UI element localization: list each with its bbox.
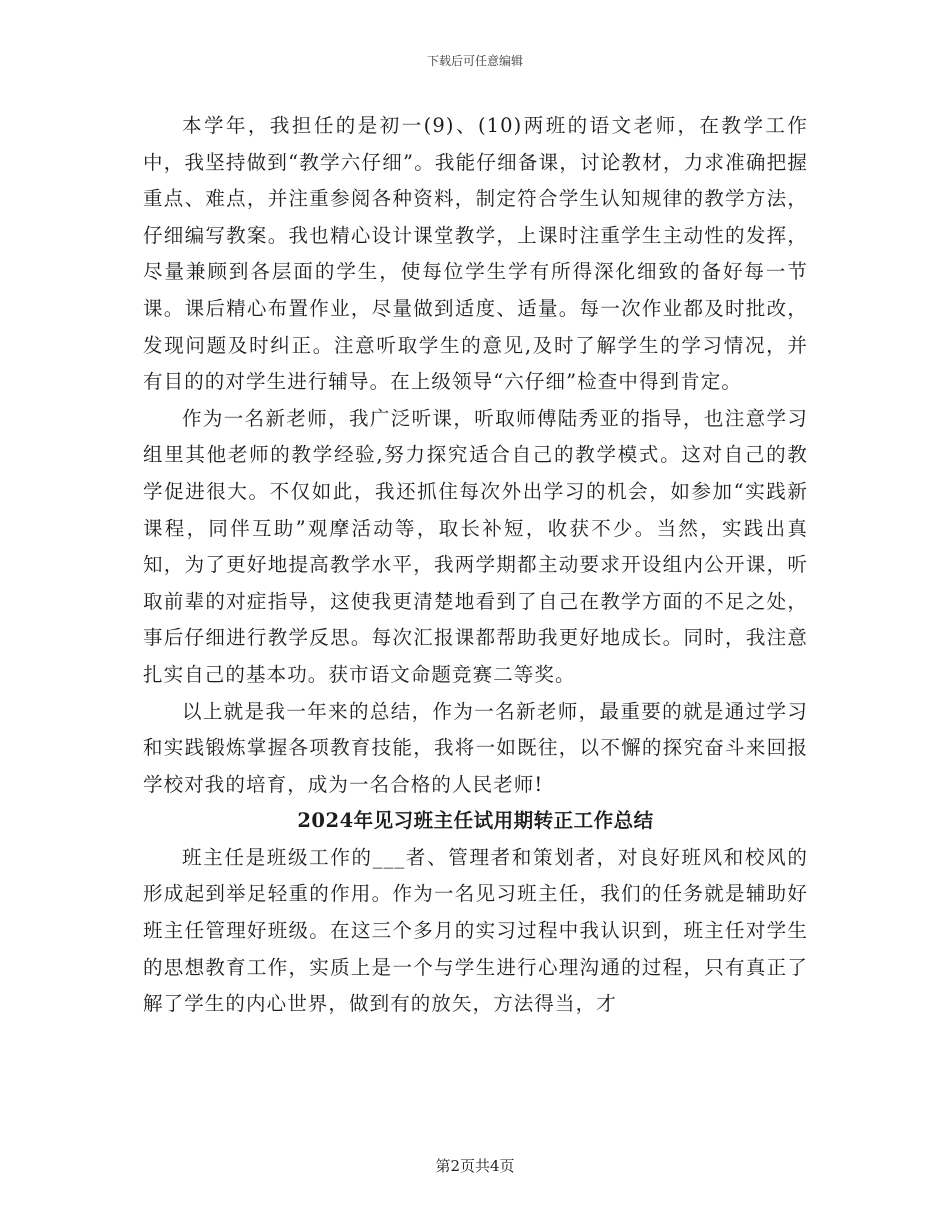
page-header: 下载后可任意编辑 <box>426 54 523 68</box>
paragraph: 本学年，我担任的是初一(9)、(10)两班的语文老师，在教学工作中，我坚持做到“教学六仔细”。我能仔细备课，讨论教材，力求准确把握重点、难点，并注重参阅各种资料，制定符合学生认知规律的教学方法，仔细编写教案。我也精心设计课堂教学，上课时注重学生主动性的发挥，尽量兼顾到各层面的学生，使每位学生学有所得深化细致的备好每一节课。课后精心布置作业，尽量做到适度、适量。每一次作业都及时批改，发现问题及时纠正。注意听取学生的意见,及时了解学生的学习情况，并有目的的对学生进行辅导。在上级领导“六仔细”检查中得到肯定。 <box>143 114 808 394</box>
paragraph: 班主任是班级工作的___者、管理者和策划者，对良好班风和校风的形成起到举足轻重的作用。作为一名见习班主任，我们的任务就是辅助好班主任管理好班级。在这三个多月的实习过程中我认识到，班主任对学生的思想教育工作，实质上是一个与学生进行心理沟通的过程，只有真正了解了学生的内心世界，做到有的放矢，方法得当，才 <box>143 845 808 1016</box>
paragraph: 以上就是我一年来的总结，作为一名新老师，最重要的就是通过学习和实践锻炼掌握各项教育技能，我将一如既往，以不懈的探究奋斗来回报学校对我的培育，成为一名合格的人民老师! <box>143 699 808 796</box>
document-body <box>143 108 808 1023</box>
section-title: 2024年见习班主任试用期转正工作总结 <box>297 809 654 833</box>
page-footer: 第2页共4页 <box>435 1157 515 1175</box>
paragraph: 作为一名新老师，我广泛听课，听取师傅陆秀亚的指导，也注意学习组里其他老师的教学经验,努力探究适合自己的教学模式。这对自己的教学促进很大。不仅如此，我还抓住每次外出学习的机会，如参加“实践新课程，同伴互助”观摩活动等，取长补短，收获不少。当然，实践出真知，为了更好地提高教学水平，我两学期都主动要求开设组内公开课，听取前辈的对症指导，这使我更清楚地看到了自己在教学方面的不足之处，事后仔细进行教学反思。每次汇报课都帮助我更好地成长。同时，我注意扎实自己的基本功。获市语文命题竞赛二等奖。 <box>143 406 808 686</box>
